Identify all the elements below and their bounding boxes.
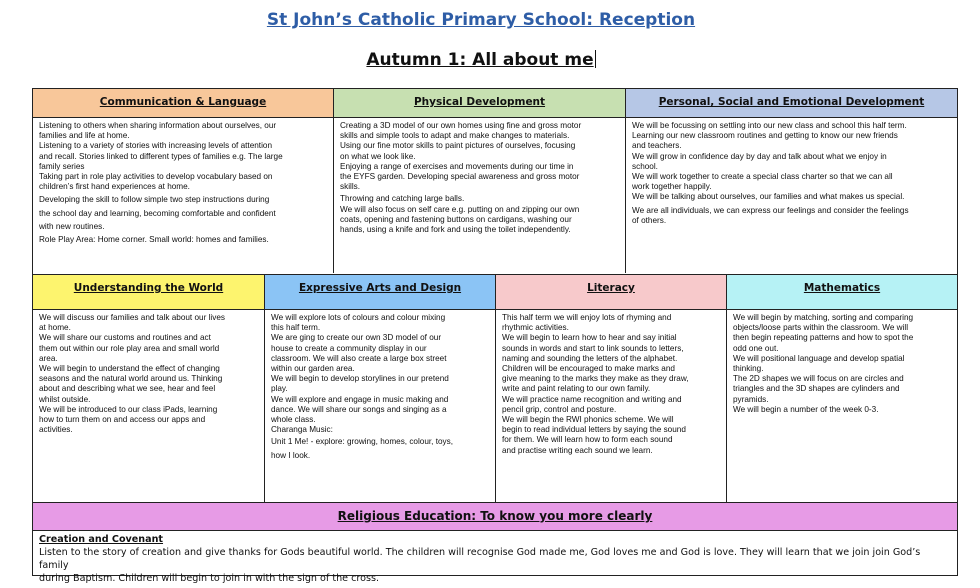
cell-mathematics	[727, 275, 957, 503]
text-line: hands, using a knife and fork and using the toilet independently.	[340, 225, 571, 235]
text-line: Taking part in role play activities to develop vocabulary based on	[39, 172, 273, 182]
text-line: how to turn them on and access our apps and	[39, 415, 206, 425]
text-line: coats, opening and fastening buttons on cardigans, washing our	[340, 214, 572, 224]
text-line: within our garden area.	[271, 364, 355, 374]
subtitle-text: Autumn 1: All about me	[366, 50, 594, 70]
text-line: We are all individuals, we can express our feelings and consider the feelings	[632, 205, 909, 215]
text-line: house to create a community display in our	[271, 343, 427, 353]
heading-expressive: Expressive Arts and Design	[265, 275, 495, 310]
text-line: school.	[632, 161, 658, 171]
text-line: Throwing and catching large balls.	[340, 194, 465, 204]
heading-personal: Personal, Social and Emotional Development	[626, 89, 957, 118]
text-line: Unit 1 Me! - explore: growing, homes, colour, toys,	[271, 437, 454, 447]
cell-understanding	[33, 275, 265, 503]
cell-expressive	[265, 275, 496, 503]
text-line: Listening to others when sharing information about ourselves, our	[39, 121, 277, 130]
text-line: We will discuss our families and talk about our lives	[39, 313, 225, 322]
text-line: We will work together to create a special class charter so that we can all	[632, 172, 893, 182]
cell-physical	[334, 89, 626, 273]
text-line: the EYFS garden. Developing special awareness and gross motor	[340, 172, 580, 182]
text-line: dance. We will share our songs and singing as a	[271, 404, 447, 414]
text-line: skills and simple tools to adapt and make changes to materials.	[340, 131, 570, 141]
text-line: this half term.	[271, 323, 321, 333]
text-line: give meaning to the marks they make as they draw,	[502, 374, 689, 384]
text-line: them out within our role play area and small world	[39, 343, 220, 353]
heading-literacy: Literacy	[496, 275, 726, 310]
text-line: We will explore lots of colours and colour mixing	[271, 313, 446, 322]
religious-education-body	[33, 531, 957, 587]
text-line: family series	[39, 161, 85, 171]
text-line: how I look.	[271, 450, 311, 460]
body-literacy	[496, 310, 726, 458]
text-line: then begin repeating patterns and how to spot the	[733, 333, 914, 343]
cell-personal	[626, 89, 957, 273]
cell-communication	[33, 89, 334, 273]
body-expressive	[265, 310, 495, 463]
text-line: at home.	[39, 323, 71, 333]
text-line: thinking.	[733, 364, 764, 374]
text-line: write and paint relating to our own family.	[502, 384, 651, 394]
religious-education-heading-text: Religious Education: To know you more clearly	[337, 509, 653, 523]
text-line: classroom. We will also create a large box street	[271, 353, 447, 363]
row-1	[33, 89, 957, 273]
text-line: We will be introduced to our class iPads, learning	[39, 404, 218, 414]
text-line: the school day and learning, becoming comfortable and confident	[39, 208, 276, 218]
text-line: Charanga Music:	[271, 425, 333, 435]
text-line: We will begin to understand the effect of changing	[39, 364, 220, 374]
text-line: We will positional language and develop spatial	[733, 353, 905, 363]
text-line: Listening to a variety of stories with increasing levels of attention	[39, 141, 273, 151]
text-line: We will also focus on self care e.g. putting on and zipping our own	[340, 204, 580, 214]
text-line: The 2D shapes we will focus on are circles and	[733, 374, 904, 384]
text-line: Learning our new classroom routines and getting to know our new friends	[632, 131, 898, 141]
text-line: We will begin by matching, sorting and comparing	[733, 313, 914, 322]
text-line: Using our fine motor skills to paint pictures of ourselves, focusing	[340, 141, 576, 151]
heading-communication: Communication & Language	[33, 89, 333, 118]
body-communication	[33, 118, 333, 247]
text-line: with new routines.	[39, 221, 105, 231]
curriculum-grid	[32, 88, 958, 584]
body-personal	[626, 118, 957, 228]
text-line: We will practice name recognition and writing and	[502, 394, 682, 404]
text-line: families and life at home.	[39, 131, 130, 141]
text-line: We will begin the RWI phonics scheme. We will	[502, 415, 674, 425]
text-line: We will begin a number of the week 0-3.	[733, 404, 879, 414]
text-line: pencil grip, control and posture.	[502, 404, 617, 414]
text-line: skills.	[340, 182, 361, 192]
text-line: triangles and the 3D shapes are cylinders and	[733, 384, 900, 394]
text-line: Enjoying a range of exercises and movements during our time in	[340, 161, 574, 171]
text-line: of others.	[632, 215, 667, 225]
text-cursor	[595, 50, 596, 68]
text-line: and teachers.	[632, 141, 682, 151]
text-line: activities.	[39, 425, 73, 435]
text-line: We will explore and engage in music making and	[271, 394, 449, 404]
heading-understanding: Understanding the World	[33, 275, 264, 310]
text-line: whilst outside.	[39, 394, 91, 404]
text-line: and recall. Stories linked to different types of families e.g. The large	[39, 151, 283, 161]
text-line: work together happily.	[632, 182, 712, 192]
text-line: Children will be encouraged to make marks and	[502, 364, 675, 374]
text-line: about and describing what we see, hear and feel	[39, 384, 216, 394]
text-line: rhythmic activities.	[502, 323, 569, 333]
body-physical	[334, 118, 625, 237]
text-line: Developing the skill to follow simple two step instructions during	[39, 195, 270, 205]
text-line: objects/loose parts within the classroom. We will	[733, 323, 909, 333]
text-line: odd one out.	[733, 343, 779, 353]
page-subtitle	[0, 50, 962, 70]
text-line: Role Play Area: Home corner. Small world: homes and families.	[39, 235, 269, 245]
text-line: during Baptism. Children will begin to join in with the sign of the cross.	[39, 573, 380, 584]
text-line: We will grow in confidence day by day and talk about what we enjoy in	[632, 151, 887, 161]
body-understanding	[33, 310, 264, 437]
text-line: This half term we will enjoy lots of rhyming and	[502, 313, 672, 322]
text-line: We will be talking about ourselves, our families and what makes us special.	[632, 192, 905, 202]
religious-education-heading	[33, 502, 957, 531]
page-title: St John’s Catholic Primary School: Reception	[266, 10, 696, 30]
text-line: on what we look like.	[340, 151, 416, 161]
text-line: We will share our customs and routines and act	[39, 333, 211, 343]
text-line: Listen to the story of creation and give thanks for Gods beautiful world. The children will recognise God made me, God loves me and God is love. They will learn that we join join God’s family	[39, 547, 921, 571]
text-line: naming and sounding the letters of the alphabet.	[502, 353, 678, 363]
text-line: We will begin to learn how to hear and say initial	[502, 333, 677, 343]
text-line: for them. We will learn how to form each sound	[502, 435, 673, 445]
heading-mathematics: Mathematics	[727, 275, 957, 310]
row-2	[33, 274, 957, 503]
text-line: seasons and the natural world around us. Thinking	[39, 374, 223, 384]
text-line: sounds in words and start to link sounds to letters,	[502, 343, 684, 353]
text-line: and practise writing each sound we learn.	[502, 445, 653, 455]
religious-subheading: Creation and Covenant	[39, 534, 164, 545]
text-line: pyramids.	[733, 394, 769, 404]
text-line: children’s first hand experiences at home.	[39, 182, 190, 192]
heading-physical: Physical Development	[334, 89, 625, 118]
cell-literacy	[496, 275, 727, 503]
text-line: area.	[39, 353, 58, 363]
body-mathematics	[727, 310, 957, 417]
text-line: play.	[271, 384, 288, 394]
text-line: whole class.	[271, 415, 316, 425]
text-line: Creating a 3D model of our own homes using fine and gross motor	[340, 121, 582, 130]
text-line: We are ging to create our own 3D model of our	[271, 333, 442, 343]
text-line: We will be focussing on settling into our new class and school this half term.	[632, 121, 907, 130]
text-line: begin to read individual letters by saying the sound	[502, 425, 686, 435]
text-line: We will begin to develop storylines in our pretend	[271, 374, 449, 384]
